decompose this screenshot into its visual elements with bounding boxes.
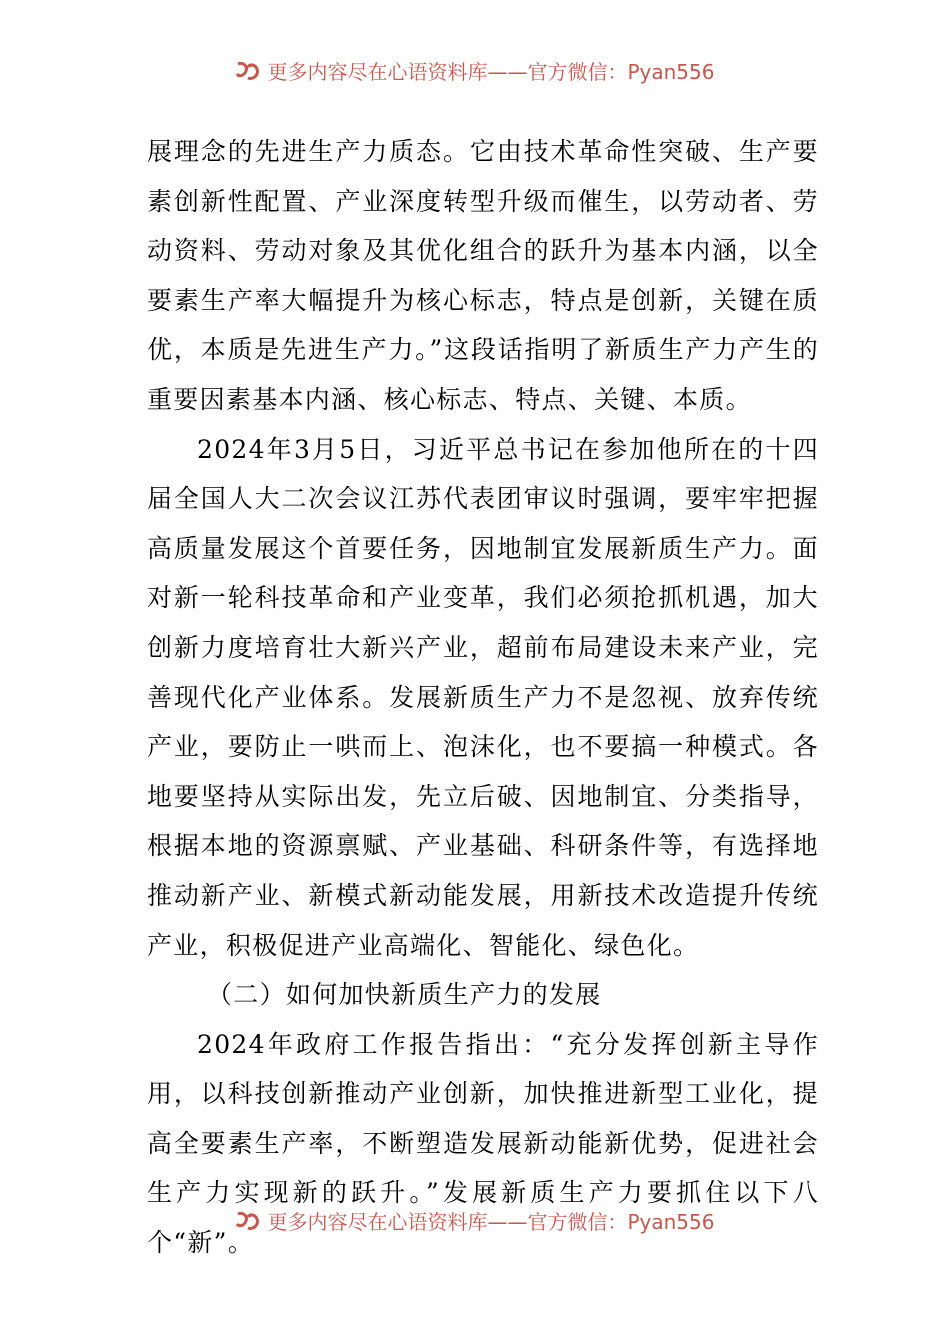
watermark-text: 更多内容尽在心语资料库——官方微信：Pyan556 <box>267 1210 715 1234</box>
watermark-footer <box>0 1208 950 1236</box>
watermark-text: 更多内容尽在心语资料库——官方微信：Pyan556 <box>267 60 715 84</box>
paragraph-3: 2024年政府工作报告指出：“充分发挥创新主导作用，以科技创新推动产业创新，加快推进新型工业化，提高全要素生产率，不断塑造发展新动能新优势，促进社会生产力实现新的跃升。”发展新质生产力要抓住以下八个“新”。 <box>147 1029 819 1258</box>
watermark-header <box>0 58 950 86</box>
logo-icon <box>235 60 261 82</box>
document-body <box>147 127 819 1268</box>
paragraph-1: 展理念的先进生产力质态。它由技术革命性突破、生产要素创新性配置、产业深度转型升级而催生，以劳动者、劳动资料、劳动对象及其优化组合的跃升为基本内涵，以全要素生产率大幅提升为核心标志，特点是创新，关键在质优，本质是先进生产力。”这段话指明了新质生产力产生的重要因素基本内涵、核心标志、特点、关键、本质。 <box>147 137 819 414</box>
logo-icon <box>235 1210 261 1232</box>
section-heading: （二）如何加快新质生产力的发展 <box>207 980 602 1010</box>
paragraph-2: 2024年3月5日，习近平总书记在参加他所在的十四届全国人大二次会议江苏代表团审议时强调，要牢牢把握高质量发展这个首要任务，因地制宜发展新质生产力。面对新一轮科技革命和产业变革，我们必须抢抓机遇，加大创新力度培育壮大新兴产业，超前布局建设未来产业，完善现代化产业体系。发展新质生产力不是忽视、放弃传统产业，要防止一哄而上、泡沫化，也不要搞一种模式。各地要坚持从实际出发，先立后破、因地制宜、分类指导，根据本地的资源禀赋、产业基础、科研条件等，有选择地推动新产业、新模式新动能发展，用新技术改造提升传统产业，积极促进产业高端化、智能化、绿色化。 <box>147 434 819 960</box>
